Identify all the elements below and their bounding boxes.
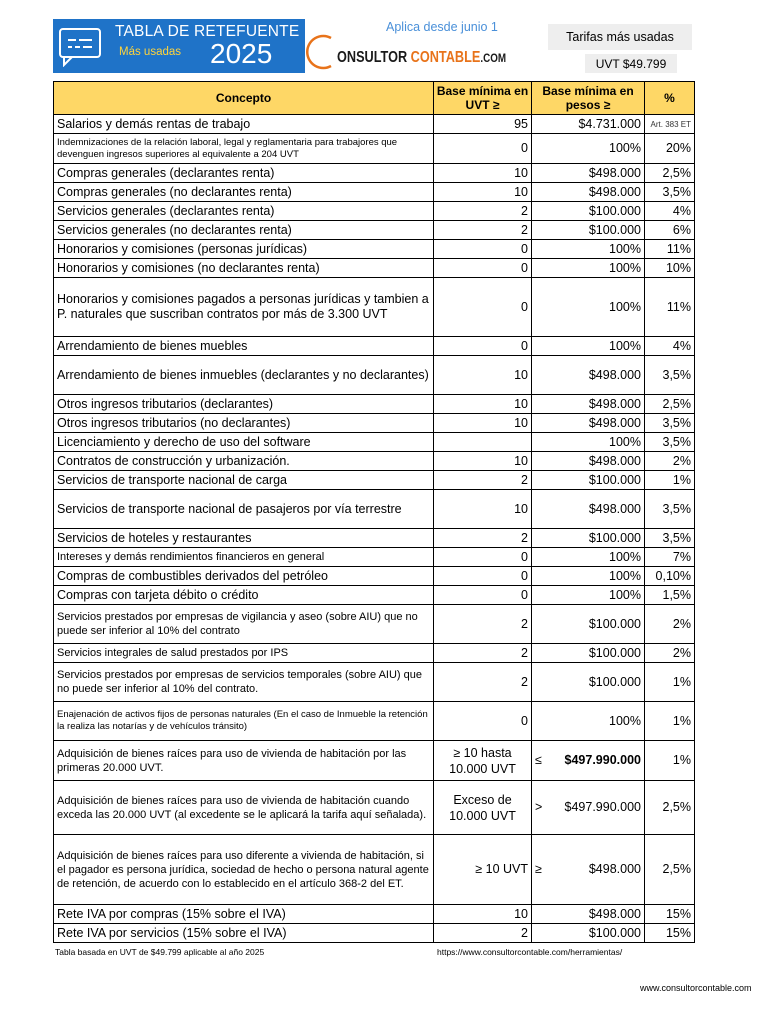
pct-cell: 10% <box>645 259 695 278</box>
col-header-base-uvt: Base mínima en UVT ≥ <box>434 82 532 115</box>
chat-icon <box>58 27 102 67</box>
table-row <box>54 567 695 586</box>
pct-cell: 1% <box>645 741 695 781</box>
concepto-cell: Compras generales (declarantes renta) <box>54 164 434 183</box>
comparison-symbol: > <box>535 800 543 814</box>
concepto-cell: Enajenación de activos fijos de personas naturales (En el caso de Inmueble la retención la realiza las notarías y de vehículos tránsito) <box>54 702 434 741</box>
concepto-cell: Intereses y demás rendimientos financieros en general <box>54 548 434 567</box>
uvt-cell: ≥ 10 UVT <box>434 835 532 905</box>
uvt-cell: Exceso de 10.000 UVT <box>434 781 532 835</box>
aplica-text: Aplica desde junio 1 <box>386 20 498 34</box>
pct-cell: 3,5% <box>645 414 695 433</box>
uvt-cell: 10 <box>434 414 532 433</box>
uvt-cell: 2 <box>434 529 532 548</box>
uvt-cell: 10 <box>434 452 532 471</box>
table-row <box>54 240 695 259</box>
uvt-cell: 10 <box>434 164 532 183</box>
concepto-cell: Licenciamiento y derecho de uso del software <box>54 433 434 452</box>
comparison-symbol: ≤ <box>535 753 542 767</box>
table-row <box>54 183 695 202</box>
table-row <box>54 471 695 490</box>
pesos-value: $497.990.000 <box>564 753 641 767</box>
header-banner <box>53 19 305 73</box>
concepto-cell: Compras con tarjeta débito o crédito <box>54 586 434 605</box>
header-year: 2025 <box>210 38 273 69</box>
pesos-cell: $498.000 <box>532 452 645 471</box>
site-url[interactable]: www.consultorcontable.com <box>640 983 752 993</box>
pesos-cell: 100% <box>532 259 645 278</box>
table-row <box>54 395 695 414</box>
pesos-cell: 100% <box>532 433 645 452</box>
pesos-cell: 100% <box>532 134 645 164</box>
uvt-cell: 2 <box>434 202 532 221</box>
pesos-cell: $498.000 <box>532 905 645 924</box>
table-row <box>54 605 695 644</box>
table-row <box>54 452 695 471</box>
pesos-cell <box>532 781 645 835</box>
concepto-cell: Honorarios y comisiones (no declarantes renta) <box>54 259 434 278</box>
uvt-cell: 10 <box>434 490 532 529</box>
pesos-cell: 100% <box>532 548 645 567</box>
footer-note: Tabla basada en UVT de $49.799 aplicable al año 2025 <box>55 947 265 957</box>
pct-cell: 2,5% <box>645 781 695 835</box>
table-row <box>54 115 695 134</box>
pct-cell: 4% <box>645 337 695 356</box>
pesos-cell: $498.000 <box>532 395 645 414</box>
pct-cell: 2% <box>645 605 695 644</box>
pesos-cell: $498.000 <box>532 164 645 183</box>
tarifas-label: Tarifas más usadas <box>548 24 692 50</box>
pesos-cell <box>532 741 645 781</box>
pct-cell: 1,5% <box>645 586 695 605</box>
col-header-base-pesos: Base mínima en pesos ≥ <box>532 82 645 115</box>
retefuente-table <box>53 81 695 943</box>
uvt-cell: 10 <box>434 395 532 414</box>
table-row <box>54 663 695 702</box>
table-row <box>54 548 695 567</box>
pct-cell: 11% <box>645 278 695 337</box>
table-row <box>54 529 695 548</box>
pesos-cell: $100.000 <box>532 471 645 490</box>
pct-cell: 6% <box>645 221 695 240</box>
pct-cell: 3,5% <box>645 529 695 548</box>
table-row <box>54 905 695 924</box>
pesos-cell: $498.000 <box>532 356 645 395</box>
concepto-cell: Servicios generales (no declarantes renta) <box>54 221 434 240</box>
table-row <box>54 644 695 663</box>
uvt-cell: 10 <box>434 183 532 202</box>
pesos-cell: 100% <box>532 586 645 605</box>
concepto-cell: Adquisición de bienes raíces para uso diferente a vivienda de habitación, si el pagador es persona jurídica, sociedad de hecho o persona natural agente de retención, de acuerdo con lo establecido en el artículo 368-2 del ET. <box>54 835 434 905</box>
table-row <box>54 490 695 529</box>
uvt-cell: 2 <box>434 221 532 240</box>
uvt-cell: 0 <box>434 240 532 259</box>
pesos-cell: 100% <box>532 337 645 356</box>
uvt-cell: 2 <box>434 605 532 644</box>
footer-link[interactable]: https://www.consultorcontable.com/herramientas/ <box>437 947 623 957</box>
concepto-cell: Honorarios y comisiones pagados a personas jurídicas y tambien a P. naturales que suscriban contratos por más de 3.300 UVT <box>54 278 434 337</box>
table-row <box>54 835 695 905</box>
art-ref: Art. 383 ET <box>650 119 691 129</box>
uvt-cell: 2 <box>434 471 532 490</box>
table-row <box>54 702 695 741</box>
pesos-cell: $498.000 <box>532 183 645 202</box>
uvt-cell: 10 <box>434 905 532 924</box>
concepto-cell: Servicios de hoteles y restaurantes <box>54 529 434 548</box>
pct-cell: 3,5% <box>645 356 695 395</box>
concepto-cell: Indemnizaciones de la relación laboral, legal y reglamentaria para trabajores que devenguen ingresos superiores al equivalente a 204 UVT <box>54 134 434 164</box>
table-header-row <box>54 82 695 115</box>
brand-logo-icon <box>305 32 335 72</box>
pct-cell: 2% <box>645 452 695 471</box>
concepto-cell: Servicios de transporte nacional de carga <box>54 471 434 490</box>
uvt-cell: 0 <box>434 567 532 586</box>
pesos-cell: $4.731.000 <box>532 115 645 134</box>
pesos-cell: 100% <box>532 702 645 741</box>
pesos-cell: $100.000 <box>532 221 645 240</box>
table-row <box>54 586 695 605</box>
table-row <box>54 278 695 337</box>
uvt-cell: 2 <box>434 924 532 943</box>
uvt-label: UVT $49.799 <box>585 54 677 73</box>
concepto-cell: Arrendamiento de bienes muebles <box>54 337 434 356</box>
col-header-pct: % <box>645 82 695 115</box>
pct-cell: 3,5% <box>645 490 695 529</box>
pct-cell: 2,5% <box>645 164 695 183</box>
col-header-concepto: Concepto <box>54 82 434 115</box>
uvt-cell: 0 <box>434 337 532 356</box>
concepto-cell: Otros ingresos tributarios (declarantes) <box>54 395 434 414</box>
table-row <box>54 433 695 452</box>
table-row <box>54 741 695 781</box>
brand-part1: ONSULTOR <box>337 49 411 66</box>
pct-cell: 3,5% <box>645 183 695 202</box>
table-row <box>54 202 695 221</box>
concepto-cell: Servicios generales (declarantes renta) <box>54 202 434 221</box>
table-row <box>54 924 695 943</box>
table-row <box>54 414 695 433</box>
concepto-cell: Salarios y demás rentas de trabajo <box>54 115 434 134</box>
pct-cell: 11% <box>645 240 695 259</box>
concepto-cell: Rete IVA por servicios (15% sobre el IVA) <box>54 924 434 943</box>
concepto-cell: Servicios de transporte nacional de pasajeros por vía terrestre <box>54 490 434 529</box>
concepto-cell: Compras de combustibles derivados del petróleo <box>54 567 434 586</box>
pesos-cell: 100% <box>532 567 645 586</box>
pesos-value: $498.000 <box>588 862 641 876</box>
pesos-cell: 100% <box>532 240 645 259</box>
brand-part2: CONTABLE <box>410 49 481 66</box>
uvt-cell: 0 <box>434 134 532 164</box>
pct-cell: 7% <box>645 548 695 567</box>
pct-cell: 1% <box>645 471 695 490</box>
concepto-cell: Adquisición de bienes raíces para uso de vivienda de habitación cuando exceda las 20.000 UVT (al excedente se le aplicará la tarifa aquí señalada). <box>54 781 434 835</box>
brand-name <box>337 49 506 67</box>
concepto-cell: Servicios prestados por empresas de servicios temporales (sobre AIU) que no puede ser inferior al 10% del contrato. <box>54 663 434 702</box>
uvt-cell: 0 <box>434 548 532 567</box>
pesos-cell <box>532 835 645 905</box>
uvt-cell: 0 <box>434 278 532 337</box>
pesos-cell: $100.000 <box>532 529 645 548</box>
concepto-cell: Arrendamiento de bienes inmuebles (declarantes y no declarantes) <box>54 356 434 395</box>
concepto-cell: Servicios prestados por empresas de vigilancia y aseo (sobre AIU) que no puede ser inferior al 10% del contrato <box>54 605 434 644</box>
table-row <box>54 164 695 183</box>
pct-cell: 15% <box>645 905 695 924</box>
pct-cell: 2,5% <box>645 835 695 905</box>
pct-cell: 2,5% <box>645 395 695 414</box>
pesos-cell: 100% <box>532 278 645 337</box>
pct-cell: 4% <box>645 202 695 221</box>
uvt-cell: 2 <box>434 663 532 702</box>
pesos-cell: $498.000 <box>532 414 645 433</box>
uvt-cell: 2 <box>434 644 532 663</box>
table-row <box>54 356 695 395</box>
concepto-cell: Otros ingresos tributarios (no declarantes) <box>54 414 434 433</box>
pct-cell: 3,5% <box>645 433 695 452</box>
table-row <box>54 781 695 835</box>
concepto-cell: Rete IVA por compras (15% sobre el IVA) <box>54 905 434 924</box>
concepto-cell: Adquisición de bienes raíces para uso de vivienda de habitación por las primeras 20.000 UVT. <box>54 741 434 781</box>
concepto-cell: Servicios integrales de salud prestados por IPS <box>54 644 434 663</box>
pesos-cell: $100.000 <box>532 605 645 644</box>
pct-cell: 15% <box>645 924 695 943</box>
pct-cell: 2% <box>645 644 695 663</box>
uvt-cell: 10 <box>434 356 532 395</box>
uvt-cell: 0 <box>434 586 532 605</box>
pct-cell: 20% <box>645 134 695 164</box>
pesos-cell: $100.000 <box>532 924 645 943</box>
table-row <box>54 337 695 356</box>
comparison-symbol: ≥ <box>535 862 542 876</box>
concepto-cell: Compras generales (no declarantes renta) <box>54 183 434 202</box>
table-row <box>54 221 695 240</box>
table-row <box>54 134 695 164</box>
pesos-value: $497.990.000 <box>564 800 641 814</box>
pct-cell: 1% <box>645 702 695 741</box>
header-title: TABLA DE RETEFUENTE <box>115 23 300 40</box>
table-row <box>54 259 695 278</box>
uvt-cell: 0 <box>434 702 532 741</box>
header-subtitle: Más usadas <box>119 46 182 58</box>
pesos-cell: $498.000 <box>532 490 645 529</box>
pesos-cell: $100.000 <box>532 202 645 221</box>
brand-part3: .COM <box>480 51 507 65</box>
pesos-cell: $100.000 <box>532 663 645 702</box>
uvt-cell: ≥ 10 hasta 10.000 UVT <box>434 741 532 781</box>
uvt-cell <box>434 433 532 452</box>
pct-cell: 1% <box>645 663 695 702</box>
pct-cell <box>645 115 695 134</box>
uvt-cell: 0 <box>434 259 532 278</box>
pct-cell: 0,10% <box>645 567 695 586</box>
pesos-cell: $100.000 <box>532 644 645 663</box>
uvt-cell: 95 <box>434 115 532 134</box>
concepto-cell: Contratos de construcción y urbanización. <box>54 452 434 471</box>
concepto-cell: Honorarios y comisiones (personas jurídicas) <box>54 240 434 259</box>
